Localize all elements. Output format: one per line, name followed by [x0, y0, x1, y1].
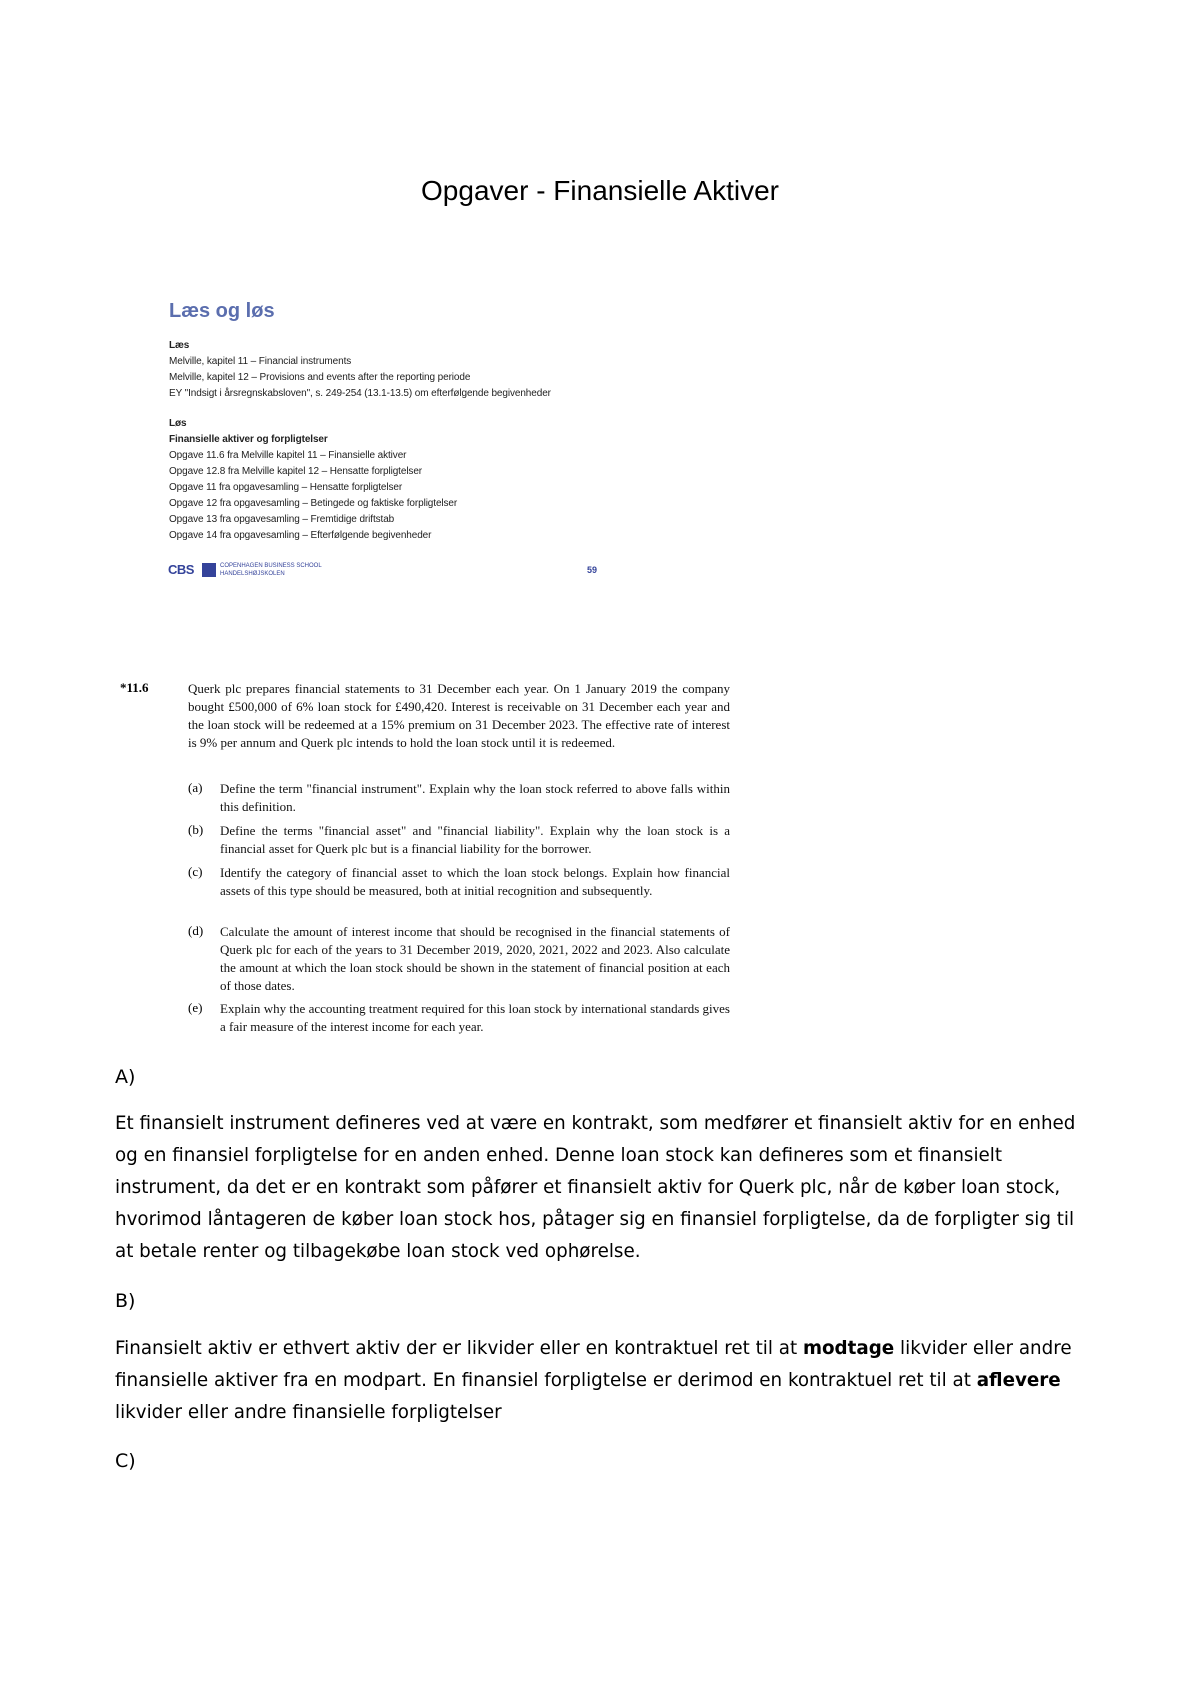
- answer-b-text: [115, 1333, 1090, 1429]
- school-name: COPENHAGEN BUSINESS SCHOOL HANDELSHØJSKOLEN: [220, 563, 322, 577]
- answer-b-emphasis: modtage: [802, 1338, 895, 1359]
- slide-line: Opgave 11 fra opgavesamling – Hensatte forpligtelser: [169, 482, 403, 493]
- item-label: (c): [188, 864, 203, 879]
- answer-a-text: Et finansielt instrument defineres ved at være en kontrakt, som medfører et finansielt aktiv for en enhed og en finansiel forpligtelse for en anden enhed. Denne loan stock kan defineres som et finansielt instrument, da det er en kontrakt som påfører et finansielt aktiv for Querk plc, når de køber loan stock, hvorimod låntageren de køber loan stock hos, påtager sig en finansiel forpligtelse, da de forpligter sig til at betale renter og tilbagekøbe loan stock ved ophørelse.: [115, 1113, 1076, 1262]
- slide-image: [165, 300, 625, 590]
- item-text: Explain why the accounting treatment required for this loan stock by international standards gives a fair measure of the interest income for each year.: [220, 1001, 730, 1034]
- slide-line: Opgave 14 fra opgavesamling – Efterfølgende begivenheder: [169, 530, 432, 541]
- slide-title: Læs og løs: [169, 300, 275, 322]
- slide-line: Løs: [169, 418, 187, 429]
- exercise-intro: Querk plc prepares financial statements to 31 December each year. On 1 January 2019 the company bought £500,000 of 6% loan stock for £490,420. Interest is receivable on 31 December each year and the loan stock will be redeemed at a 15% premium on 31 December 2023. The effective rate of interest is 9% per annum and Querk plc intends to hold the loan stock until it is redeemed.: [188, 681, 730, 750]
- item-text: Calculate the amount of interest income that should be recognised in the financial statements of Querk plc for each of the years to 31 December 2019, 2020, 2021, 2022 and 2023. Also calculate the amount at which the loan stock should be shown in the statement of financial position at each of those dates.: [220, 924, 730, 993]
- slide-line: Opgave 12.8 fra Melville kapitel 12 – Hensatte forpligtelser: [169, 466, 423, 477]
- answer-b-heading: B): [115, 1290, 136, 1312]
- slide-line: Opgave 11.6 fra Melville kapitel 11 – Finansielle aktiver: [169, 450, 407, 461]
- slide-page-number: 59: [587, 565, 598, 575]
- answer-b-part: likvider eller andre finansielle aktiver fra en modpart. En finansiel forpligtelse er derimod en kontraktuel ret til at: [115, 1338, 1072, 1391]
- slide-line: Læs: [169, 340, 190, 351]
- cbs-logo: CBS: [168, 562, 194, 577]
- answer-a-heading: A): [115, 1066, 136, 1088]
- item-label: (e): [188, 1000, 203, 1015]
- slide-line: Melville, kapitel 11 – Financial instruments: [169, 356, 352, 367]
- item-text: Define the term "financial instrument". Explain why the loan stock referred to above falls within this definition.: [220, 781, 730, 814]
- slide-line: Opgave 13 fra opgavesamling – Fremtidige driftstab: [169, 514, 395, 525]
- slide-line: EY "Indsigt i årsregnskabsloven", s. 249-254 (13.1-13.5) om efterfølgende begivenheder: [169, 388, 551, 399]
- slide-line: Opgave 12 fra opgavesamling – Betingede og faktiske forpligtelser: [169, 498, 458, 509]
- exercise-number: *11.6: [120, 680, 149, 695]
- item-label: (d): [188, 923, 204, 938]
- slide-line: Finansielle aktiver og forpligtelser: [169, 434, 328, 445]
- item-label: (b): [188, 822, 204, 837]
- answer-c-heading: C): [115, 1450, 136, 1472]
- document-title: Opgaver - Finansielle Aktiver: [421, 175, 779, 206]
- slide-line: Melville, kapitel 12 – Provisions and events after the reporting periode: [169, 372, 471, 383]
- item-text: Identify the category of financial asset to which the loan stock belongs. Explain how financial assets of this type should be measured, both at initial recognition and subsequently.: [220, 865, 730, 898]
- item-text: Define the terms "financial asset" and "financial liability". Explain why the loan stock is a financial asset for Querk plc but is a financial liability for the borrower.: [220, 823, 730, 856]
- item-label: (a): [188, 780, 203, 795]
- answer-b-part: Finansielt aktiv er ethvert aktiv der er likvider eller en kontraktuel ret til at: [115, 1338, 803, 1359]
- answer-b-emphasis: aflevere: [976, 1370, 1061, 1391]
- answer-b-part: likvider eller andre finansielle forpligtelser: [115, 1402, 502, 1423]
- cbs-logo-mark-icon: [202, 563, 216, 577]
